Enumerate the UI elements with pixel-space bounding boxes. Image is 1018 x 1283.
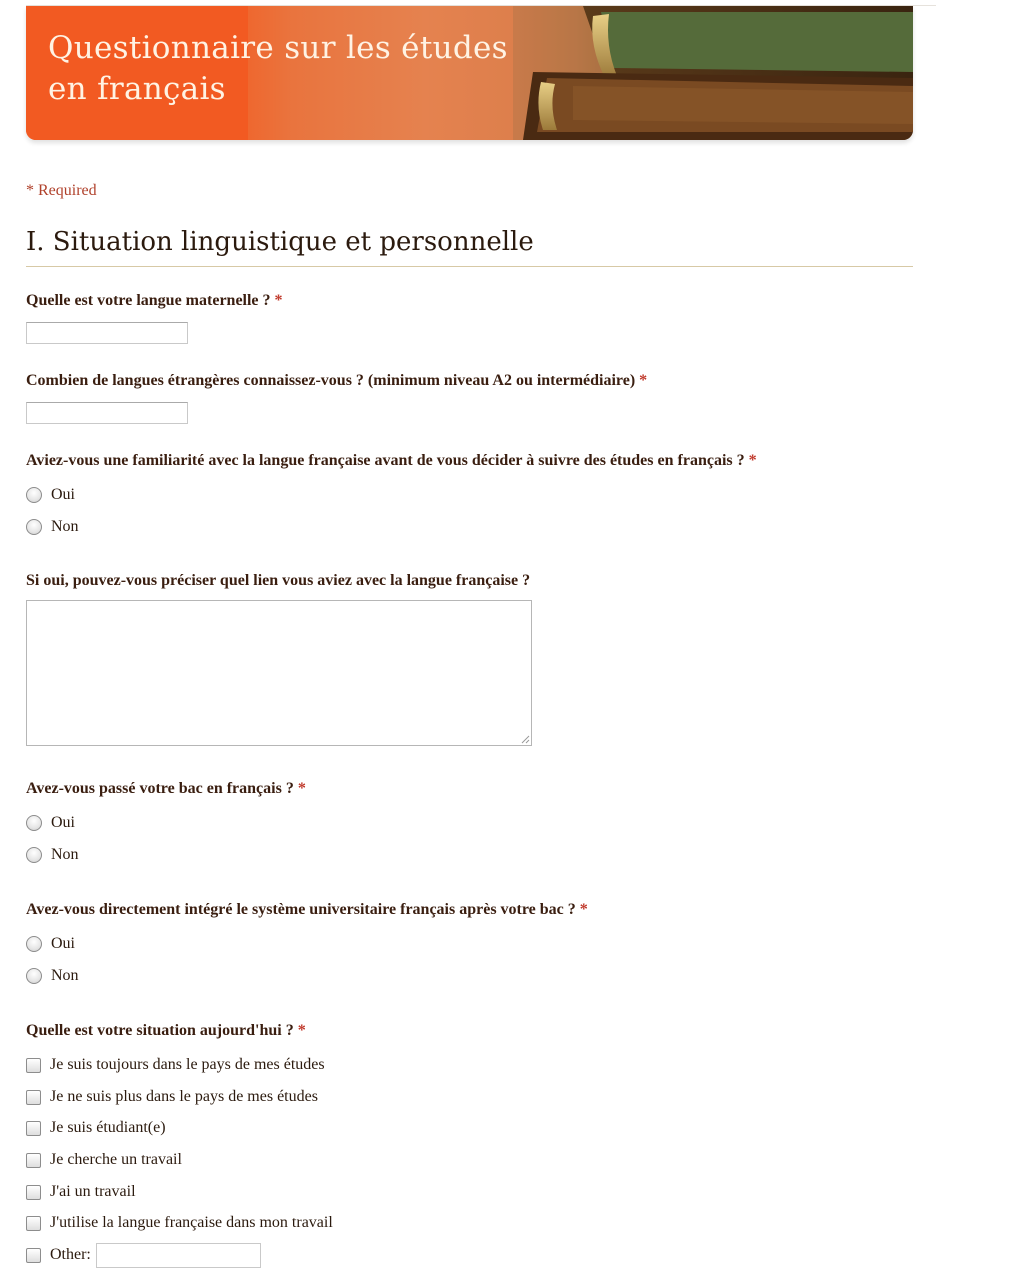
radio-button[interactable] xyxy=(26,847,42,863)
form-title-line2: en français xyxy=(48,71,226,107)
radio-option-label: Oui xyxy=(51,814,75,831)
radio-option-label: Oui xyxy=(51,486,75,503)
resize-handle-icon[interactable] xyxy=(521,735,530,744)
form-title-line1: Questionnaire sur les études xyxy=(48,30,508,66)
checkbox-option[interactable] xyxy=(26,1087,318,1107)
form-header-banner xyxy=(26,6,913,140)
required-asterisk: * xyxy=(579,901,588,918)
question-text: Si oui, pouvez-vous préciser quel lien vous aviez avec la langue française ? xyxy=(26,572,531,589)
checkbox-option-label: Je cherche un travail xyxy=(50,1151,182,1168)
checkbox-option[interactable] xyxy=(26,1182,136,1202)
radio-button[interactable] xyxy=(26,936,42,952)
old-books-image xyxy=(513,6,913,140)
radio-option[interactable] xyxy=(26,485,75,505)
radio-option[interactable] xyxy=(26,934,75,954)
mother-tongue-input[interactable] xyxy=(26,322,188,344)
radio-option[interactable] xyxy=(26,517,79,537)
required-asterisk: * xyxy=(639,372,648,389)
link-details-textarea[interactable] xyxy=(26,600,532,746)
checkbox-option-label: J'ai un travail xyxy=(50,1183,136,1200)
required-asterisk: * xyxy=(297,1022,306,1039)
checkbox-option[interactable] xyxy=(26,1150,182,1170)
radio-button[interactable] xyxy=(26,519,42,535)
checkbox-option-label: Je suis étudiant(e) xyxy=(50,1119,166,1136)
checkbox-option-other[interactable] xyxy=(26,1244,261,1266)
checkbox[interactable] xyxy=(26,1090,41,1105)
required-note: * Required xyxy=(26,182,97,199)
radio-option-label: Non xyxy=(51,846,79,863)
foreign-languages-input[interactable] xyxy=(26,402,188,424)
section-divider xyxy=(26,266,913,267)
checkbox[interactable] xyxy=(26,1058,41,1073)
checkbox-option-label: J'utilise la langue française dans mon travail xyxy=(50,1214,333,1231)
question-label xyxy=(26,1022,306,1040)
radio-button[interactable] xyxy=(26,815,42,831)
question-text: Quelle est votre situation aujourd'hui ? xyxy=(26,1022,294,1039)
checkbox[interactable] xyxy=(26,1185,41,1200)
radio-option-label: Non xyxy=(51,518,79,535)
checkbox[interactable] xyxy=(26,1153,41,1168)
checkbox-option[interactable] xyxy=(26,1213,333,1233)
checkbox[interactable] xyxy=(26,1216,41,1231)
radio-button[interactable] xyxy=(26,487,42,503)
question-text: Aviez-vous une familiarité avec la langue française avant de vous décider à suivre des études en français ? xyxy=(26,452,745,469)
radio-button[interactable] xyxy=(26,968,42,984)
checkbox[interactable] xyxy=(26,1121,41,1136)
radio-option-label: Oui xyxy=(51,935,75,952)
section-title: I. Situation linguistique et personnelle xyxy=(26,227,534,257)
radio-option[interactable] xyxy=(26,813,75,833)
checkbox-option[interactable] xyxy=(26,1055,325,1075)
radio-option[interactable] xyxy=(26,845,79,865)
question-text: Avez-vous directement intégré le système universitaire français après votre bac ? xyxy=(26,901,576,918)
question-label xyxy=(26,452,757,470)
required-asterisk: * xyxy=(274,292,283,309)
question-label xyxy=(26,372,647,390)
checkbox[interactable] xyxy=(26,1248,41,1263)
question-text: Avez-vous passé votre bac en français ? xyxy=(26,780,294,797)
question-text: Quelle est votre langue maternelle ? xyxy=(26,292,271,309)
radio-option-label: Non xyxy=(51,967,79,984)
form-title xyxy=(48,28,508,110)
question-text: Combien de langues étrangères connaissez-vous ? (minimum niveau A2 ou intermédiaire) xyxy=(26,372,636,389)
checkbox-option-label: Je suis toujours dans le pays de mes études xyxy=(50,1056,325,1073)
question-label xyxy=(26,292,283,310)
checkbox-option-label: Je ne suis plus dans le pays de mes études xyxy=(50,1088,318,1105)
radio-option[interactable] xyxy=(26,966,79,986)
other-text-input[interactable] xyxy=(96,1243,261,1268)
required-asterisk: * xyxy=(748,452,757,469)
required-asterisk: * xyxy=(297,780,306,797)
checkbox-option-label: Other: xyxy=(50,1246,91,1263)
checkbox-option[interactable] xyxy=(26,1118,166,1138)
question-label xyxy=(26,572,530,590)
question-label xyxy=(26,780,306,798)
question-label xyxy=(26,901,588,919)
